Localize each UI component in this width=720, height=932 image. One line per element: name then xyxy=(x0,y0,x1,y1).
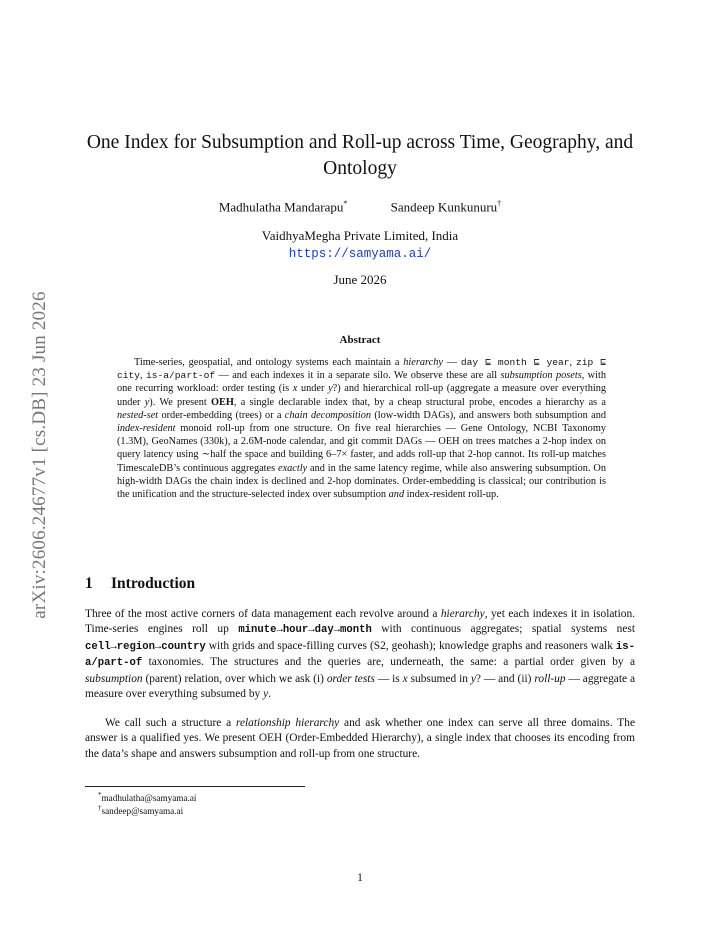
publication-date: June 2026 xyxy=(333,272,387,287)
abstract-text: Time-series, geospatial, and ontology systems each maintain a hierarchy — day ⊑ month ⊑ year, zip ⊑ city, is-a/part-of — and each indexes it in a separate silo. We observe these are all subsumption posets, with one recurring workload: order testing (is x under y?) and hierarchical roll-up (aggregate a measure over everything under y). We present OEH, a single declarable index that, by a cheap structural probe, encodes a hierarchy as a nested-set order-embedding (trees) or a chain decomposition (low-width DAGs), and answers both subsumption and index-resident monoid roll-up from one structure. On five real hierarchies — Gene Ontology, NCBI Taxonomy (1.3M), GeoNames (330k), a 2.6M-node calendar, and git commit DAGs — OEH on trees matches a 2-hop index on query latency using ∼half the space and building 6–7× faster, and adds roll-up that 2-hop cannot. Its roll-up matches TimescaleDB’s continuous aggregates exactly and in the same latency regime, while also answering subsumption. On high-width DAGs the chain index is declined and 2-hop dominates. Order-embedding is classical; our contribution is the unification and the structure-selected index over subsumption and index-resident roll-up. xyxy=(117,357,607,501)
author-list xyxy=(85,199,635,215)
arxiv-identifier[interactable]: arXiv:2606.24677v1 [cs.DB] 23 Jun 2026 xyxy=(29,291,50,619)
footnote-mark: † xyxy=(98,804,102,812)
author-1 xyxy=(219,199,348,215)
author-name: Sandeep Kunkunuru xyxy=(390,199,498,215)
inline-code: day ⊑ month ⊑ year xyxy=(460,357,570,368)
section-heading xyxy=(85,575,195,593)
inline-code: zip ⊑ city xyxy=(117,357,607,382)
author-name: Madhulatha Mandarapu xyxy=(218,199,344,215)
footnote-text: madhulatha@samyama.ai xyxy=(101,793,197,804)
inline-code: minute→hour→day→month xyxy=(238,624,372,637)
inline-code: is-a/part-of xyxy=(85,640,635,670)
website-link[interactable]: https://samyama.ai/ xyxy=(288,247,432,261)
affiliation: VaidhyaMegha Private Limited, India xyxy=(261,228,459,243)
page-number: 1 xyxy=(357,872,363,884)
footnote-text: sandeep@samyama.ai xyxy=(101,806,184,817)
paper-title: One Index for Subsumption and Roll-up across Time, Geography, and Ontology xyxy=(86,132,634,179)
intro-paragraph-2: We call such a structure a relationship hierarchy and ask whether one index can serve all three domains. The answer is a qualified yes. We present OEH (Order-Embedded Hierarchy), a single index that chooses its encoding from the data’s shape and answers subsumption and roll-up from one structure. xyxy=(85,717,635,760)
footnote-marker[interactable]: * xyxy=(343,199,348,208)
footnote-marker[interactable]: † xyxy=(497,199,502,208)
author-2 xyxy=(391,199,502,215)
footnote-mark: * xyxy=(98,791,102,799)
footnote-2 xyxy=(98,804,183,816)
footnote-1 xyxy=(98,791,196,803)
abstract-heading: Abstract xyxy=(339,334,381,346)
inline-code: is-a/part-of xyxy=(146,370,216,382)
intro-paragraph-1: Three of the most active corners of data management each revolve around a hierarchy, yet each indexes it in isolation. Time-series engines roll up minute→hour→day→month with continuous aggregates; spatial systems nest cell→region→country with grids and space-filling curves (S2, geohash); knowledge graphs and reasoners walk is-a/part-of taxonomies. The structures and the queries are, underneath, the same: a partial order given by a subsumption (parent) relation, over which we ask (i) order tests — is x subsumed in y? — and (ii) roll-up — aggregate a measure over everything subsumed by y. xyxy=(85,608,636,701)
footnote-divider xyxy=(85,786,305,787)
inline-code: cell→region→country xyxy=(85,640,206,653)
section-title: Introduction xyxy=(111,575,196,592)
section-number: 1 xyxy=(85,575,93,592)
